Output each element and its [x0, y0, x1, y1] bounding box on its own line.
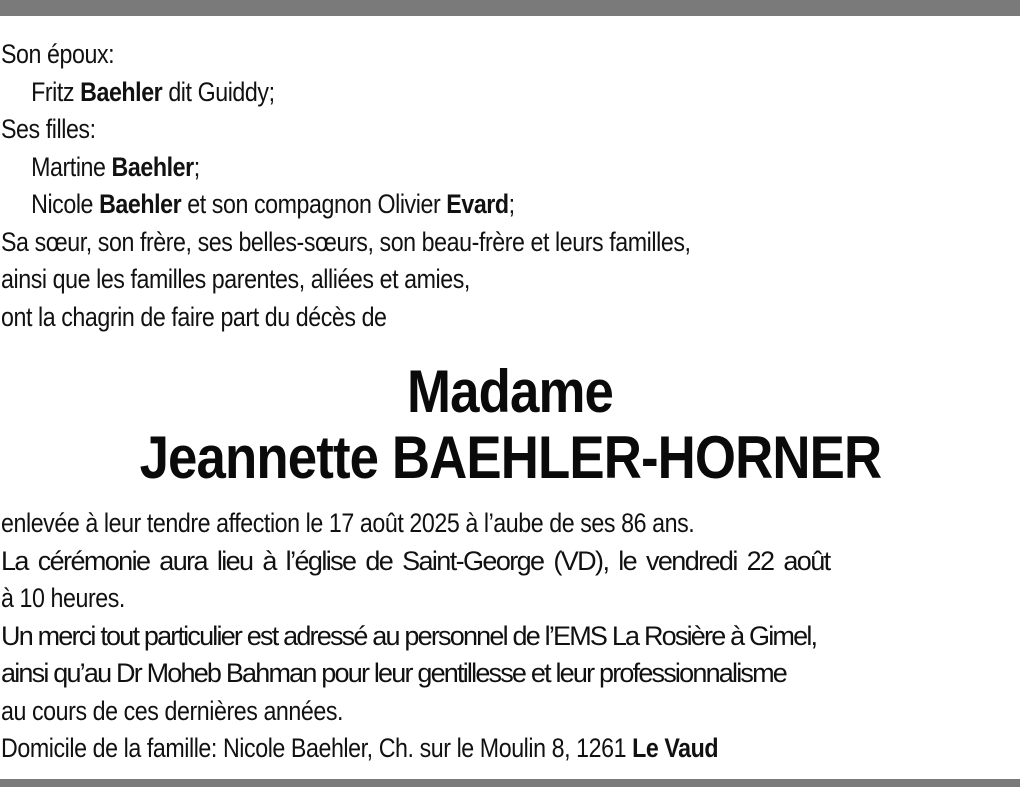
- surname: Baehler: [80, 76, 163, 107]
- details-line-7: [1, 730, 877, 768]
- surname: Baehler: [99, 189, 182, 219]
- deceased-name-text: Jeannette BAEHLER-HORNER: [139, 424, 881, 491]
- text-fragment: Martine: [31, 151, 112, 182]
- intro-line-5: [1, 186, 877, 224]
- salutation: [0, 358, 1020, 425]
- deceased-name: [0, 424, 1020, 491]
- text-fragment: dit Guiddy;: [162, 76, 275, 107]
- deceased-title: [0, 358, 1020, 491]
- ceremony-details: [1, 505, 1020, 768]
- details-line-1: enlevée à leur tendre affection le 17 août 2025 à l’aube de ses 86 ans.: [1, 508, 695, 538]
- village-name: Le Vaud: [632, 733, 719, 763]
- details-line-2: La cérémonie aura lieu à l’église de Saint-George (VD), le vendredi 22 août: [1, 545, 830, 576]
- family-announcement: [1, 36, 1020, 336]
- intro-line-1: Son époux:: [1, 39, 115, 69]
- text-fragment: et son compagnon Olivier: [181, 189, 447, 219]
- intro-line-4: [1, 149, 877, 187]
- intro-line-7: ainsi que les familles parentes, alliées et amies,: [1, 264, 470, 294]
- text-fragment: Fritz: [31, 76, 81, 107]
- details-line-6: au cours de ces dernières années.: [1, 695, 344, 726]
- details-line-4: Un merci tout particulier est adressé au personnel de l’EMS La Rosière à Gimel,: [1, 620, 817, 651]
- surname: Evard: [446, 189, 509, 219]
- salutation-text: Madame: [406, 358, 614, 425]
- bottom-rule: [0, 779, 1020, 787]
- intro-line-2: [1, 74, 877, 112]
- intro-line-6: Sa sœur, son frère, ses belles-sœurs, son beau-frère et leurs familles,: [1, 226, 691, 257]
- intro-line-3: Ses filles:: [1, 114, 96, 144]
- text-fragment: ;: [508, 189, 515, 219]
- details-line-5: ainsi qu’au Dr Moheb Bahman pour leur gentillesse et leur professionnalisme: [1, 658, 787, 688]
- intro-line-8: ont la chagrin de faire part du décès de: [1, 301, 387, 332]
- text-fragment: Nicole: [31, 189, 100, 219]
- surname: Baehler: [111, 151, 194, 182]
- top-rule: [0, 0, 1020, 16]
- details-line-3: à 10 heures.: [1, 583, 125, 613]
- text-fragment: Domicile de la famille: Nicole Baehler, Ch. sur le Moulin 8, 1261: [1, 733, 633, 763]
- text-fragment: ;: [193, 151, 200, 182]
